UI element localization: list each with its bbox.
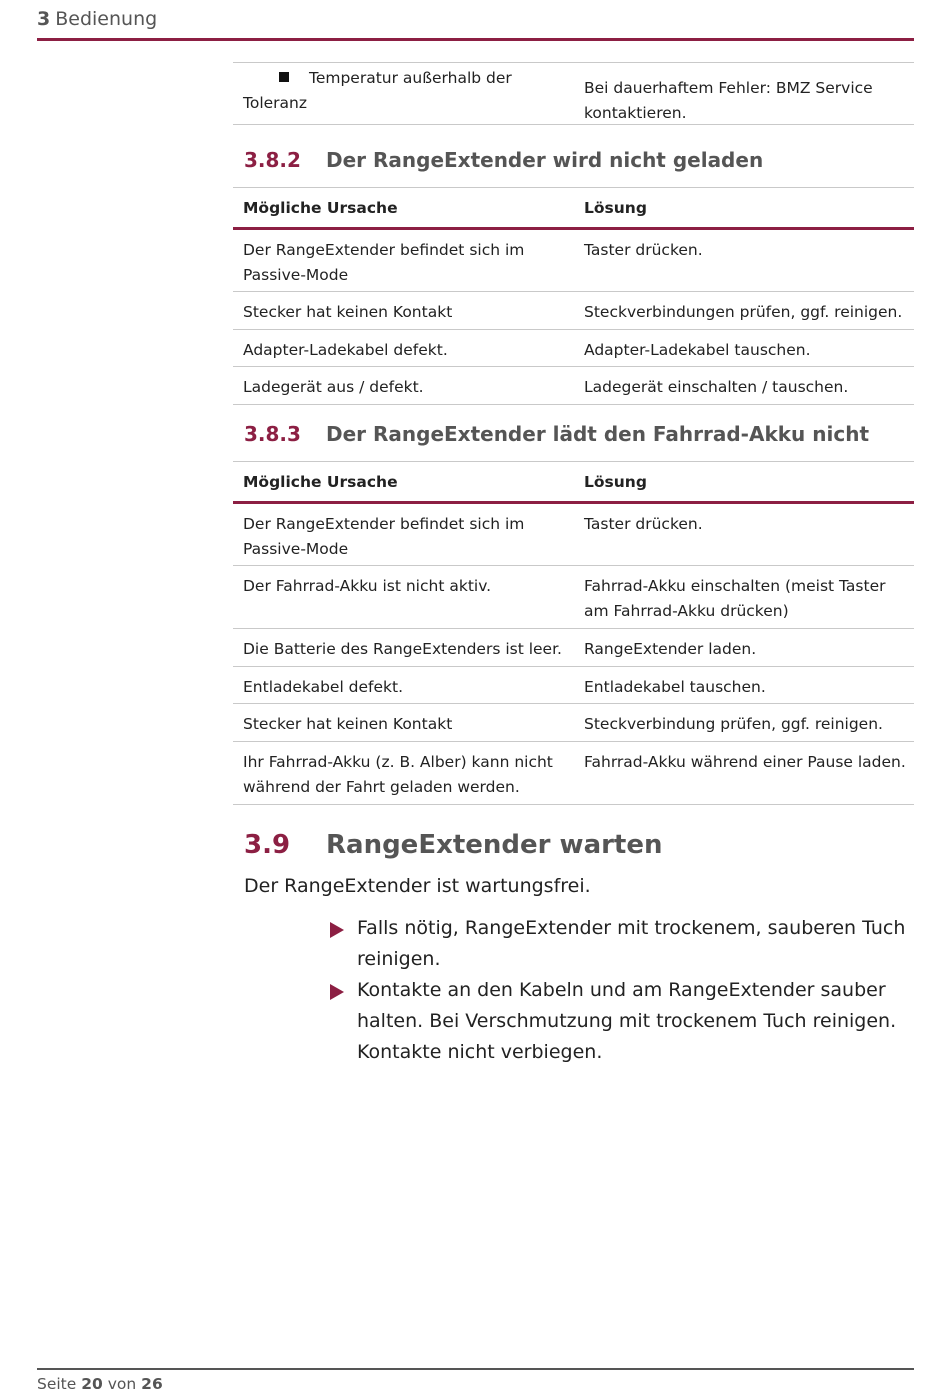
list-item: Falls nötig, RangeExtender mit trockenem, sauberen Tuch reinigen. <box>328 913 918 975</box>
table-row <box>233 367 914 405</box>
cause-cell: Die Batterie des RangeExtenders ist leer. <box>243 640 562 658</box>
cause-cell: Adapter-Ladekabel defekt. <box>243 341 448 359</box>
section-title: RangeExtender warten <box>326 830 663 860</box>
cause-cell: Der Fahrrad-Akku ist nicht aktiv. <box>243 577 492 595</box>
section-intro: Der RangeExtender ist wartungsfrei. <box>244 875 591 897</box>
solution-cell: Adapter-Ladekabel tauschen. <box>584 341 811 359</box>
table-row <box>233 629 914 667</box>
current-page: 20 <box>81 1375 103 1393</box>
table-row <box>233 566 914 629</box>
cause-cell: Der RangeExtender befindet sich im Passive-Mode <box>243 515 525 558</box>
table-row <box>233 230 914 292</box>
triangle-bullet-icon <box>330 922 344 938</box>
solution-cell: Fahrrad-Akku einschalten (meist Taster am Fahrrad-Akku drücken) <box>584 577 886 620</box>
solution-cell: Taster drücken. <box>584 515 703 533</box>
solution-cell: Steckverbindungen prüfen, ggf. reinigen. <box>584 303 903 321</box>
table-3-8-2 <box>233 187 914 405</box>
chapter-number: 3 <box>37 8 51 30</box>
cause-cell: Temperatur außerhalb der Toleranz <box>243 69 512 112</box>
solution-cell: Taster drücken. <box>584 241 703 259</box>
column-header-cause: Mögliche Ursache <box>243 473 398 491</box>
section-number: 3.8.2 <box>244 148 301 172</box>
column-header-solution: Lösung <box>584 199 647 217</box>
cause-cell: Ladegerät aus / defekt. <box>243 378 424 396</box>
cause-cell: Stecker hat keinen Kontakt <box>243 303 453 321</box>
section-heading-3-8-3 <box>244 422 869 446</box>
list-item: Kontakte an den Kabeln und am RangeExtender sauber halten. Bei Verschmutzung mit trockenem Tuch reinigen. Kontakte nicht verbiegen. <box>328 975 918 1068</box>
table-row <box>233 704 914 742</box>
solution-cell: Steckverbindung prüfen, ggf. reinigen. <box>584 715 883 733</box>
instruction-list <box>328 913 918 1068</box>
table-row <box>233 292 914 330</box>
table-row <box>233 742 914 805</box>
solution-cell: RangeExtender laden. <box>584 640 757 658</box>
table-row <box>233 62 914 125</box>
solution-cell: Fahrrad-Akku während einer Pause laden. <box>584 753 906 771</box>
footer-prefix: Seite <box>37 1375 77 1393</box>
cause-cell: Stecker hat keinen Kontakt <box>243 715 453 733</box>
section-number: 3.8.3 <box>244 422 301 446</box>
solution-cell: Entladekabel tauschen. <box>584 678 766 696</box>
solution-cell: Ladegerät einschalten / tauschen. <box>584 378 849 396</box>
page-header <box>37 8 914 41</box>
table-header-row <box>233 461 914 504</box>
cause-cell: Der RangeExtender befindet sich im Passive-Mode <box>243 241 525 284</box>
table-row <box>233 330 914 367</box>
table-row <box>233 667 914 704</box>
section-heading-3-8-2 <box>244 148 763 172</box>
solution-cell: Bei dauerhaftem Fehler: BMZ Service kontaktieren. <box>584 79 873 122</box>
cause-cell: Ihr Fahrrad-Akku (z. B. Alber) kann nicht während der Fahrt geladen werden. <box>243 753 553 796</box>
chapter-title: Bedienung <box>55 8 158 30</box>
page-footer <box>37 1368 914 1393</box>
square-bullet-icon <box>279 72 289 82</box>
table-header-row <box>233 187 914 230</box>
section-title: Der RangeExtender wird nicht geladen <box>326 148 764 172</box>
triangle-bullet-icon <box>330 984 344 1000</box>
column-header-cause: Mögliche Ursache <box>243 199 398 217</box>
total-pages: 26 <box>141 1375 163 1393</box>
continued-table <box>233 62 914 125</box>
footer-middle: von <box>107 1375 137 1393</box>
section-heading-3-9 <box>244 830 663 860</box>
table-3-8-3 <box>233 461 914 805</box>
column-header-solution: Lösung <box>584 473 647 491</box>
section-title: Der RangeExtender lädt den Fahrrad-Akku nicht <box>326 422 870 446</box>
cause-cell: Entladekabel defekt. <box>243 678 404 696</box>
section-number: 3.9 <box>244 830 291 860</box>
table-row <box>233 504 914 566</box>
